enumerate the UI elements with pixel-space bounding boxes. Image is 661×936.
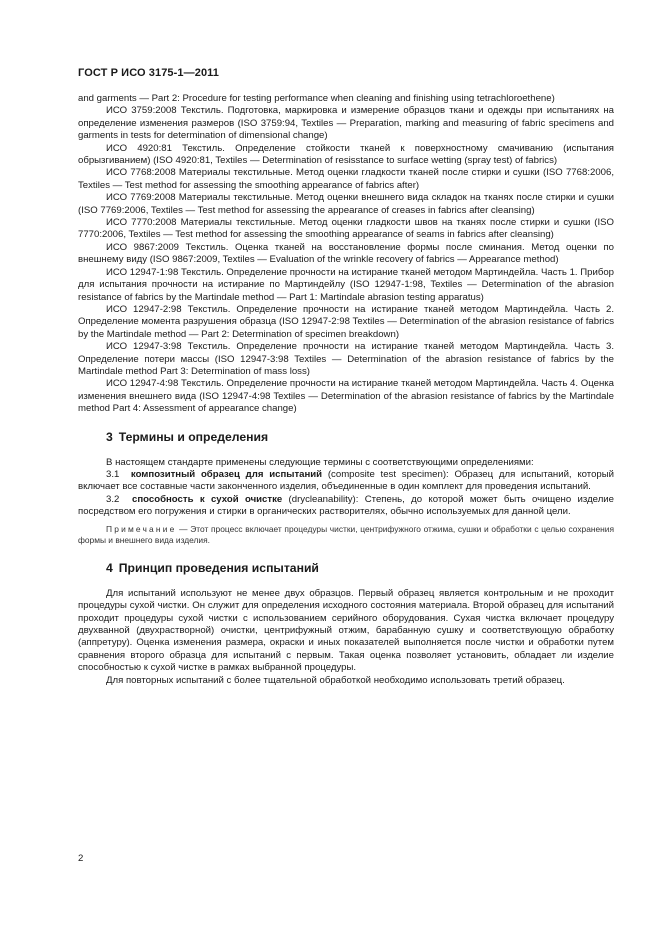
term-3-2 (78, 494, 614, 519)
term-number: 3.2 (106, 493, 120, 505)
reference-item: ИСО 3759:2008 Текстиль. Подготовка, маркировка и измерение образцов ткани и одежды при испытаниях на определение изменения размеров (ISO 3759:94, Textiles — Preparation, marking and measuring of fabric specimens and garments in tests for determination of dimensional change) (78, 105, 614, 142)
term-3-1 (78, 469, 614, 494)
section-number: 3 (106, 429, 113, 444)
reference-item: ИСО 7768:2008 Материалы текстильные. Метод оценки гладкости тканей после стирки и сушки (ISO 7768:2006, Textiles — Test method for assessing the smoothing appearance of fabrics after) (78, 167, 614, 191)
reference-item: ИСО 12947-4:98 Текстиль. Определение прочности на истирание тканей методом Мартиндейла. Часть 4. Оценка изменения внешнего вида (ISO 12947-4:98 Textiles — Determination of the abrasion resistance of fabrics by the Martindale method Part 4: Assessment of appearance change) (78, 378, 614, 415)
section-title: Принцип проведения испытаний (118, 560, 319, 575)
reference-item: ИСО 12947-2:98 Текстиль. Определение прочности на истирание тканей методом Мартиндейла. Часть 2. Определение момента разрушения образца (ISO 12947-2:98 Textiles — Determination of the abrasion resistance of fabrics by the Martindale method — Part 2: Determination of specimen breakdown) (78, 303, 614, 340)
term-number: 3.1 (106, 468, 120, 480)
reference-item: ИСО 7770:2008 Материалы текстильные. Метод оценки гладкости швов на тканях после стирки и сушки (ISO 7770:2006, Textiles — Test method for assessing the smoothing appearance of seams in fabrics after cleansing) (78, 217, 614, 241)
page-header: ГОСТ Р ИСО 3175-1—2011 (78, 67, 219, 79)
note (78, 524, 614, 547)
reference-item: ИСО 12947-1:98 Текстиль. Определение прочности на истирание тканей методом Мартиндейла. Часть 1. Прибор для испытания прочности на истирание по Мартиндейлу (ISO 12947-1:98, Textiles — Determination of the abrasion resistance of fabrics by the Martindale method — Part 1: Martindale abrasion testing apparatus) (78, 266, 614, 303)
term-name: способность к сухой очистке (132, 493, 283, 505)
section-3-intro: В настоящем стандарте применены следующие термины с соответствующими определениями: (106, 456, 534, 468)
section-3-heading (106, 430, 614, 444)
section-number: 4 (106, 560, 113, 575)
section-4-heading (106, 561, 614, 575)
term-definition: (composite test specimen): Образец для испытаний, который включает все составные части законченного изделия, объединенные в один комплект для проведения испытаний. (78, 468, 614, 493)
reference-item: ИСО 9867:2009 Текстиль. Оценка тканей на восстановление формы после сминания. Метод оценки по внешнему виду (ISO 9867:2009, Textiles — Evaluation of the wrinkle recovery of fabrics — Appearance method) (78, 241, 614, 266)
reference-item: and garments — Part 2: Procedure for testing performance when cleaning and finishing using tetrachloroethene) (78, 93, 555, 104)
page-content (78, 93, 614, 687)
reference-item: ИСО 7769:2008 Материалы текстильные. Метод оценки внешнего вида складок на тканях после стирки и сушки (ISO 7769:2006, Textiles — Test method for assessing the appearance of creases in fabrics after cleansing) (78, 192, 614, 216)
section-4-paragraph: Для испытаний используют не менее двух образцов. Первый образец является контрольным и не проходит процедуры сухой чистки. Он служит для определения исходного состояния материала. Второй образец для испытаний проходит процедуры сухой чистки с использованием серийного оборудования. Сухая чистка включает процедуру двухванной (двухрастворной) очистки, центрифужный отжим, барабанную сушку и соответствующую обработку (аппретуру). Оценка изменения размера, окраски и иных показателей выполняется после чистки и обработки путем сравнения второго образца для испытаний с первым. Такая оценка позволяет установить, обладает ли изделие способностью к сухой чистке в рамках выбранной процедуры. (78, 587, 614, 674)
reference-item: ИСО 12947-3:98 Текстиль. Определение прочности на истирание тканей методом Мартиндейла. Часть 3. Определение потери массы (ISO 12947-3:98 Textiles — Determination of the abrasion resistance of fabrics by the Martindale method Part 3: Determination of mass loss) (78, 341, 614, 377)
reference-item: ИСО 4920:81 Текстиль. Определение стойкости тканей к поверхностному смачиванию (испытания обрызгиванием) (ISO 4920:81, Textiles — Determination of resisstance to surface wetting (spray test) of fabrics) (78, 142, 614, 167)
page-number: 2 (78, 853, 84, 864)
section-4-paragraph: Для повторных испытаний с более тщательной обработкой необходимо использовать третий образец. (106, 674, 565, 686)
term-definition: (drycleanability): Степень, до которой может быть очищено изделие посредством его погружения и стирки в органических растворителях, обычно используемых для данной цели. (78, 493, 614, 518)
section-title: Термины и определения (118, 429, 269, 444)
note-label: Примечание (106, 523, 177, 534)
term-name: композитный образец для испытаний (130, 468, 323, 480)
note-text: — Этот процесс включает процедуры чистки, центрифужного отжима, сушки и обработки с целью сохранения формы и внешнего вида изделия. (78, 523, 614, 546)
